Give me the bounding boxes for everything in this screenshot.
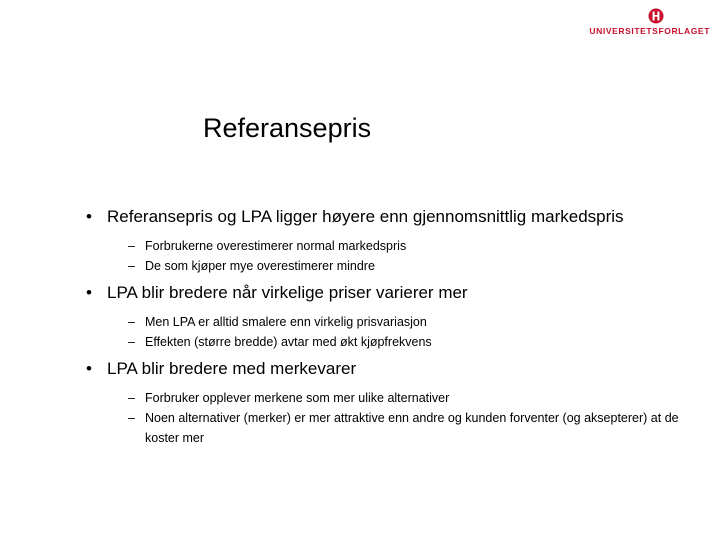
dash-marker: – [128, 391, 135, 405]
bullet-marker: • [86, 359, 92, 378]
sub-bullet-item [128, 256, 686, 276]
bullet-text: LPA blir bredere med merkevarer [107, 359, 357, 378]
sub-bullet-list [86, 312, 686, 352]
dash-marker: – [128, 259, 135, 273]
dash-marker: – [128, 239, 135, 253]
publisher-name: UNIVERSITETSFORLAGET [589, 26, 710, 36]
sub-bullet-item [128, 312, 686, 332]
bullet-marker: • [86, 207, 92, 226]
sub-bullet-text: De som kjøper mye overestimerer mindre [145, 259, 375, 273]
bullet-item [86, 206, 686, 228]
publisher-logo [585, 8, 710, 40]
slide-title: Referansepris [203, 113, 372, 143]
slide-body [86, 206, 686, 448]
sub-bullet-text: Forbruker opplever merkene som mer ulike alternativer [145, 391, 450, 405]
bullet-text: LPA blir bredere når virkelige priser varierer mer [107, 283, 468, 302]
sub-bullet-item [128, 236, 686, 256]
bullet-text: Referansepris og LPA ligger høyere enn gjennomsnittlig markedspris [107, 207, 624, 226]
sub-bullet-item [128, 388, 686, 408]
sub-bullet-item [128, 332, 686, 352]
sub-bullet-list [86, 236, 686, 276]
sub-bullet-item [128, 408, 686, 448]
sub-bullet-text: Forbrukerne overestimerer normal markedspris [145, 239, 407, 253]
sub-bullet-text: Men LPA er alltid smalere enn virkelig prisvariasjon [145, 315, 427, 329]
dash-marker: – [128, 315, 135, 329]
sub-bullet-list [86, 388, 686, 448]
bullet-marker: • [86, 283, 92, 302]
university-seal-icon [648, 8, 664, 24]
dash-marker: – [128, 335, 135, 349]
sub-bullet-text: Effekten (større bredde) avtar med økt kjøpfrekvens [145, 335, 432, 349]
bullet-item [86, 358, 686, 380]
bullet-item [86, 282, 686, 304]
dash-marker: – [128, 411, 135, 425]
sub-bullet-text: Noen alternativer (merker) er mer attraktive enn andre og kunden forventer (og aksepterer) at de koster mer [145, 411, 679, 445]
